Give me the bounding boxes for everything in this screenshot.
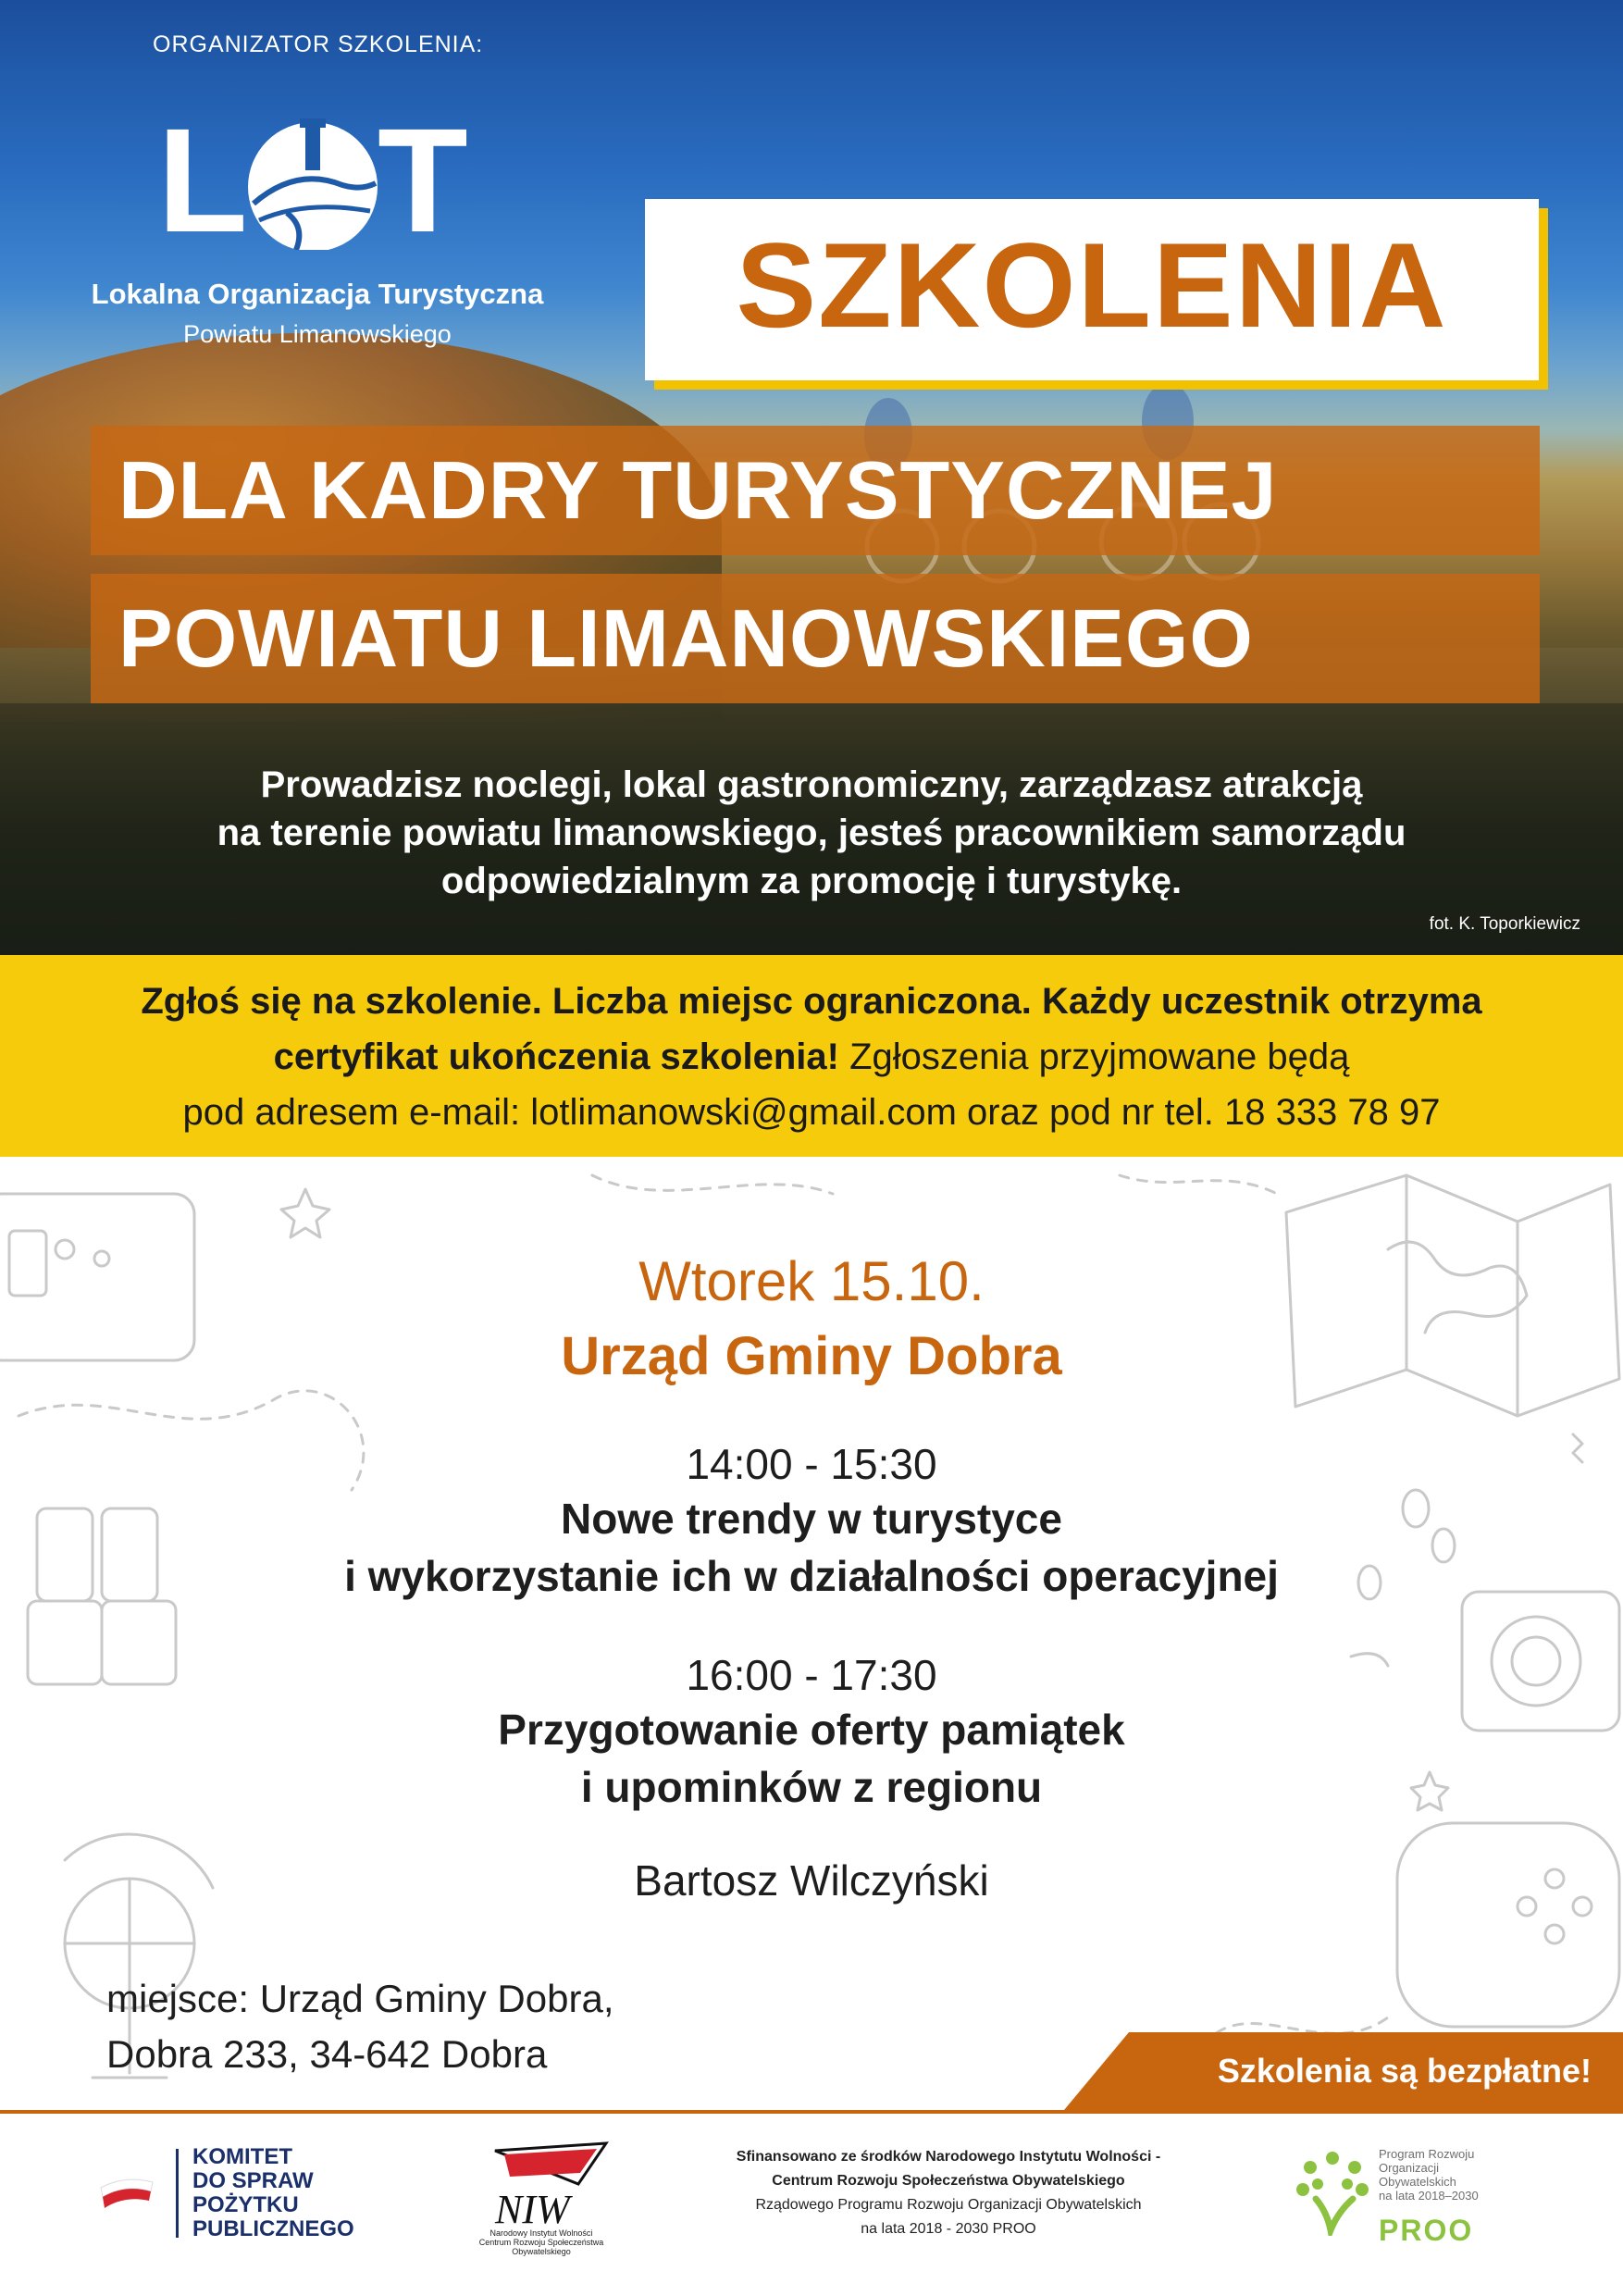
session-1-title-line-1: Nowe trendy w turystyce — [561, 1495, 1062, 1543]
main-title: SZKOLENIA — [736, 217, 1448, 353]
funding-line-1: Sfinansowano ze środków Narodowego Instytutu Wolności - — [736, 2149, 1161, 2165]
intro-line-1: Prowadzisz noclegi, lokal gastronomiczny, zarządzasz atrakcją — [260, 764, 1363, 805]
registration-normal-2: Zgłoszenia przyjmowane będą — [838, 1036, 1350, 1077]
komitet-divider — [176, 2149, 179, 2238]
event-venue: Urząd Gminy Dobra — [561, 1326, 1062, 1386]
subtitle-line-2: POWIATU LIMANOWSKIEGO — [118, 592, 1254, 684]
gamepad-icon — [1397, 1823, 1619, 2027]
intro-line-2: na terenie powiatu limanowskiego, jesteś pracownikiem samorządu — [217, 813, 1406, 853]
komitet-logo-text — [192, 2145, 354, 2241]
footer-divider — [0, 2110, 1623, 2114]
registration-bold-2: certyfikat ukończenia szkolenia! — [273, 1036, 839, 1077]
komitet-line-3: POŻYTKU — [192, 2192, 299, 2217]
proo-leaf-icon — [1295, 2147, 1369, 2236]
komitet-line-2: DO SPRAW — [192, 2168, 314, 2193]
niw-caption-line-1: Narodowy Instytut Wolności — [489, 2228, 593, 2238]
lot-logo — [157, 111, 472, 250]
proo-line-4: na lata 2018–2030 — [1379, 2189, 1479, 2203]
intro-text — [56, 761, 1567, 905]
polish-flag-icon — [97, 2175, 156, 2212]
niw-logo-text: NIW — [495, 2187, 570, 2232]
proo-line-1: Program Rozwoju — [1379, 2147, 1475, 2161]
session-2-time: 16:00 - 17:30 — [686, 1651, 937, 1699]
proo-logo-text: PROO — [1379, 2214, 1474, 2247]
session-1-title-line-2: i wykorzystanie ich w działalności operacyjnej — [344, 1552, 1279, 1600]
funding-note — [680, 2145, 1217, 2241]
proo-line-2: Organizacji — [1379, 2161, 1440, 2175]
registration-text — [56, 974, 1567, 1140]
place-line-2: Dobra 233, 34-642 Dobra — [106, 2032, 548, 2076]
speaker-name: Bartosz Wilczyński — [634, 1856, 989, 1905]
event-place — [106, 1971, 613, 2082]
session-1-title — [0, 1490, 1623, 1605]
registration-contact: pod adresem e-mail: lotlimanowski@gmail.com oraz pod nr tel. 18 333 78 97 — [182, 1092, 1441, 1133]
funding-line-4: na lata 2018 - 2030 PROO — [861, 2221, 1036, 2237]
session-2-title-line-1: Przygotowanie oferty pamiątek — [498, 1706, 1125, 1754]
komitet-line-1: KOMITET — [192, 2144, 292, 2169]
star-icon — [281, 1189, 329, 1237]
niw-caption — [463, 2228, 620, 2256]
session-1-time: 14:00 - 15:30 — [686, 1440, 937, 1488]
niw-logo — [467, 2138, 615, 2241]
photo-credit: fot. K. Toporkiewicz — [1429, 914, 1580, 934]
svg-text:L: L — [157, 111, 248, 250]
session-2-title-line-2: i upominków z regionu — [580, 1763, 1043, 1811]
session-2-title — [0, 1701, 1623, 1816]
event-date: Wtorek 15.10. — [638, 1250, 985, 1312]
organizer-label: ORGANIZATOR SZKOLENIA: — [153, 31, 484, 57]
svg-text:T: T — [378, 111, 468, 250]
subtitle-line-1: DLA KADRY TURYSTYCZNEJ — [118, 444, 1278, 536]
registration-bold-1: Zgłoś się na szkolenie. Liczba miejsc ograniczona. Każdy uczestnik otrzyma — [141, 981, 1482, 1022]
funding-line-2: Centrum Rozwoju Społeczeństwa Obywatelskiego — [772, 2173, 1125, 2189]
free-banner-text: Szkolenia są bezpłatne! — [1217, 2052, 1592, 2090]
intro-line-3: odpowiedzialnym za promocję i turystykę. — [440, 861, 1183, 901]
proo-line-3: Obywatelskich — [1379, 2175, 1456, 2189]
funding-line-3: Rządowego Programu Rozwoju Organizacji Obywatelskich — [755, 2197, 1142, 2213]
logo-org-subname: Powiatu Limanowskiego — [183, 320, 452, 348]
proo-caption — [1379, 2147, 1479, 2203]
logo-org-name: Lokalna Organizacja Turystyczna — [91, 278, 544, 310]
niw-caption-line-2: Centrum Rozwoju Społeczeństwa Obywatelskiego — [478, 2238, 604, 2256]
komitet-line-4: PUBLICZNEGO — [192, 2216, 354, 2241]
place-line-1: miejsce: Urząd Gminy Dobra, — [106, 1977, 614, 2020]
